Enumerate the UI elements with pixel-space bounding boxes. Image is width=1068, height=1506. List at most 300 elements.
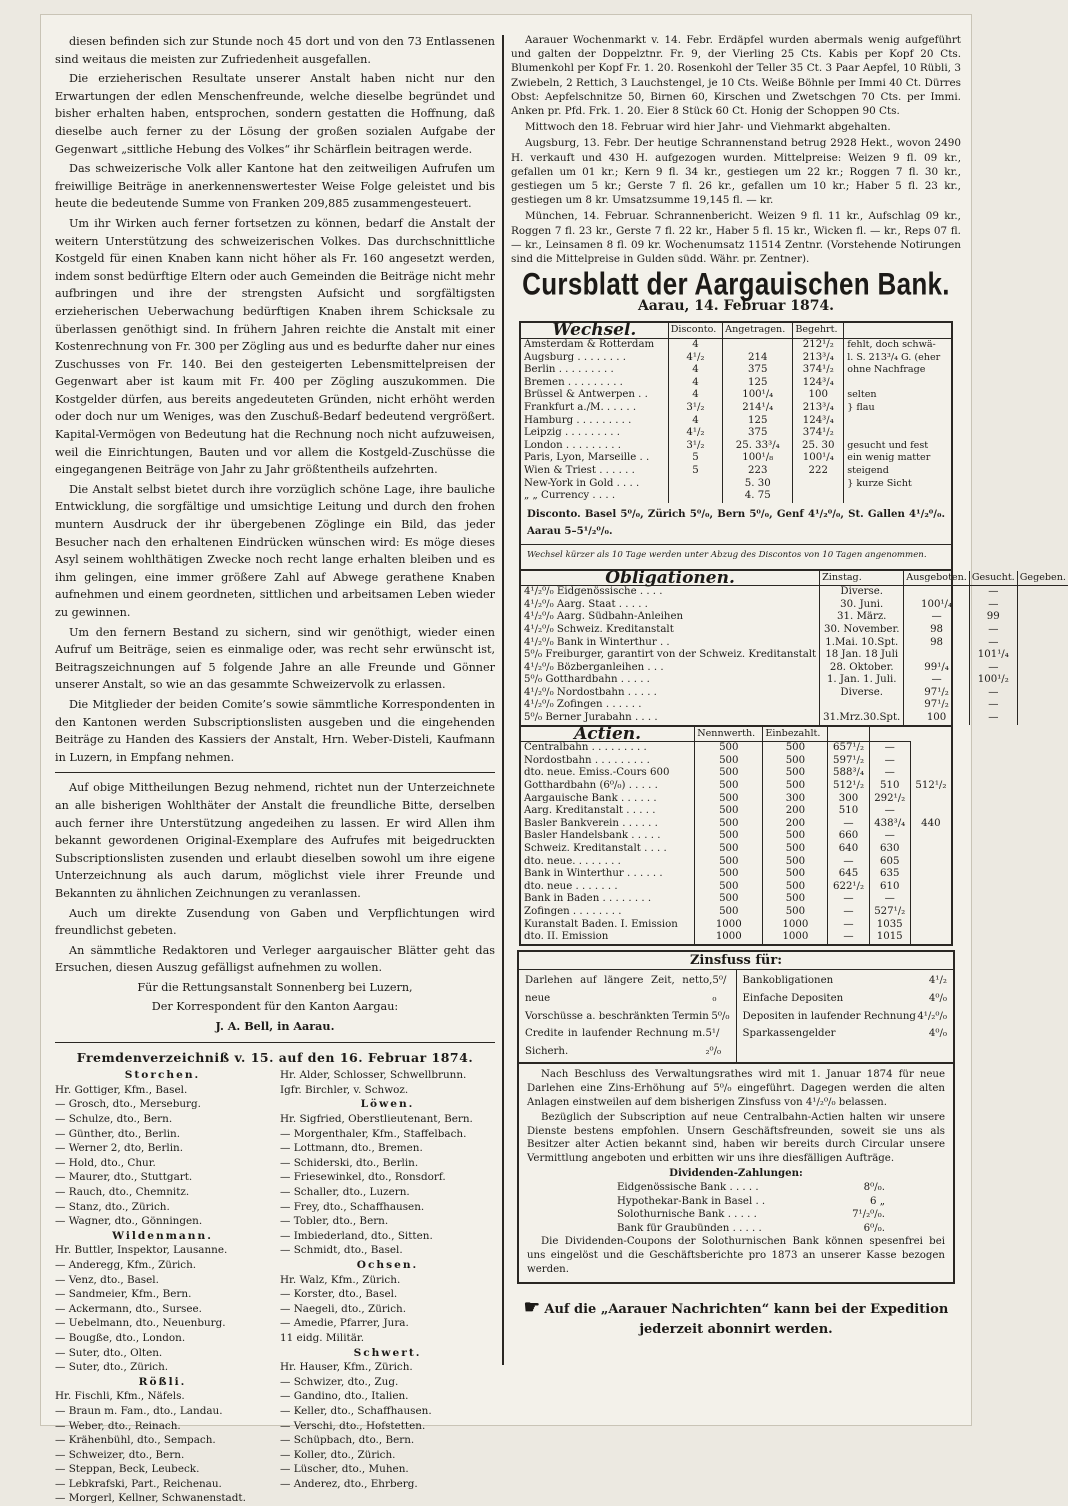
row-label: 4¹/₂⁰/₀ Aarg. Staat . . . . . [524,598,648,610]
table-cell [1017,624,1068,637]
table-cell: ein wenig matter [844,452,951,465]
table-cell: — [869,893,910,906]
row-label: dto. II. Emission [524,931,609,943]
table-cell: 28. Oktober. [820,662,904,675]
table-cell: 510 [828,805,869,818]
table-row [521,662,1068,675]
table-row [521,478,951,491]
zinsfuss-row [525,1025,730,1060]
guest-entry: — Schaller, dto., Luzern. [280,1186,410,1198]
wechsel-note: Wechsel kürzer als 10 Tage werden unter Abzug des Discontos von 10 Tagen angenommen. [521,544,951,569]
wechsel-table [521,320,951,502]
subscription-ad [511,1298,961,1340]
table-cell: 660 [828,830,869,843]
table-cell: 124³/₄ [793,415,844,428]
table-row [521,881,951,894]
table-cell: — [904,674,970,687]
guest-entry: — Suter, dto., Olten. [55,1346,163,1359]
table-cell: 4 [668,389,722,402]
table-cell: 500 [695,818,763,831]
guest-entry: Hr. Gottiger, Kfm., Basel. [55,1083,188,1096]
table-cell: 500 [763,893,828,906]
table-cell: 100 [793,389,844,402]
table-cell: 1.Mai. 10.Spt. [820,637,904,650]
guest-entry: — Lebkrafski, Part., Reichenau. [55,1477,222,1490]
row-label: 4¹/₂⁰/₀ Zofingen . . . . . . [524,699,642,711]
row-label: Aarg. Kreditanstalt . . . . . [524,805,656,817]
row-label: Zofingen . . . . . . . . [524,905,622,917]
dividend-rate: 6⁰/₀. [863,1222,885,1234]
table-row [521,818,951,831]
table-row [521,611,1068,624]
table-cell: fehlt, doch schwä- [844,339,951,352]
guest-entry: — Wagner, dto., Gönningen. [55,1215,203,1228]
table-cell: 214 [723,352,793,365]
guest-entry: — Steppan, Beck, Leubeck. [55,1463,200,1476]
column-header [869,727,910,742]
dividend-list [527,1181,945,1235]
table-row [521,712,1068,725]
zinsfuss-rate: 4⁰/₀ [928,992,947,1004]
table-cell [910,893,951,906]
table-cell: 500 [695,843,763,856]
table-cell: selten [844,389,951,402]
market-reports [511,33,961,266]
table-row [521,440,951,453]
table-cell: 1000 [695,931,763,944]
table-cell: — [828,931,869,944]
table-cell: 597¹/₂ [828,755,869,768]
section-heading: Actien. [521,727,695,742]
row-label: 5⁰/₀ Gotthardbahn . . . . . [524,674,650,686]
table-cell [1017,599,1068,612]
guest-entry: — Ackermann, dto., Sursee. [55,1302,202,1315]
table-cell [1017,649,1068,662]
zinsfuss-label: Einfache Depositen [742,992,844,1004]
table-cell: 292¹/₂ [869,793,910,806]
table-row [521,767,951,780]
table-row [521,364,951,377]
table-cell: 375 [723,364,793,377]
row-label: Kuranstalt Baden. I. Emission [524,918,678,930]
table-cell: — [869,805,910,818]
guest-entry: — Schmidt, dto., Basel. [280,1244,403,1257]
table-cell: 500 [695,856,763,869]
pointing-hand-icon: ☛ [523,1297,540,1319]
table-cell [910,919,951,932]
table-row [521,586,1068,599]
table-cell: 527¹/₂ [869,906,910,919]
row-label: Augsburg . . . . . . . . [524,351,626,363]
table-cell: 1015 [869,931,910,944]
table-cell: 512¹/₂ [910,780,951,793]
dividend-bank: Hypothekar-Bank in Basel . . [617,1195,766,1207]
table-row [521,402,951,415]
table-cell: — [969,712,1017,725]
table-row [521,830,951,843]
table-cell: 25. 30 [793,440,844,453]
table-cell: 3¹/₂ [668,440,722,453]
row-label: Frankfurt a./M. . . . . . [524,402,637,413]
row-label: 4¹/₂⁰/₀ Bank in Winterthur . . [524,636,670,648]
table-cell: 4. 75 [723,490,793,503]
table-cell: 100¹/₈ [723,452,793,465]
row-label: Schweiz. Kreditanstalt . . . . [524,843,667,854]
table-cell [723,339,793,352]
guest-entry: — Morgenthaler, Kfm., Staffelbach. [280,1127,467,1140]
guest-entry: — Uebelmann, dto., Neuenburg. [55,1317,226,1330]
table-cell [844,427,951,440]
guest-list [55,1068,495,1506]
column-header: Nennwerth. [695,727,763,742]
table-cell [844,490,951,503]
guest-entry: 11 eidg. Militär. [280,1331,365,1344]
row-label: Leipzig . . . . . . . . . [524,427,621,439]
guest-entry: Hr. Fischli, Kfm., Näfels. [55,1390,185,1403]
table-cell: 1035 [869,919,910,932]
market-report: Aarauer Wochenmarkt v. 14. Febr. Erdäpfel wurden abermals wenig aufgeführt und galten der Doppelztnr. Fr. 9, der Vierling 25 Cts. Kabis per Kopf 20 Cts. Blumenkohl per Kopf Fr. 1. 20. Rosenkohl der Teller 35 Ct. 3 Paar Aepfel, 10 Rübli, 3 Zwiebeln, 2 Rettich, 3 Lauchstengel, je 10 Cts. Weiße Böhnle per Immi 40 Ct. Dürres Obst: Aepfelschnitze 50, Birnen 60, Kirschen und Zwetschgen 70 Cts. per Immi. Anken pr. Pfd. Frk. 1. 20. Eier 8 Stück 60 Ct. Honig der Schoppen 90 Cts. [511,34,961,118]
table-cell: 300 [763,793,828,806]
zinsfuss-row [743,972,948,990]
table-cell: 500 [763,868,828,881]
row-label: Berlin . . . . . . . . . [524,364,614,376]
guest-entry: — Gandino, dto., Italien. [280,1390,409,1403]
guest-entry: — Anderez, dto., Ehrberg. [280,1477,418,1490]
table-cell [1017,586,1068,599]
guest-entry: Hr. Sigfried, Oberstlieutenant, Bern. [280,1113,473,1126]
table-cell: 124³/₄ [793,377,844,390]
table-cell: 125 [723,415,793,428]
table-cell: — [828,906,869,919]
column-header: Disconto. [668,323,722,338]
guest-entry: — Suter, dto., Zürich. [55,1361,169,1374]
zinsfuss-label: Depositen in laufender Rechnung [742,1010,916,1022]
table-cell: 18 Jan. 18 Juli [820,649,904,662]
table-cell: 214¹/₄ [723,402,793,415]
guest-entry: — Anderegg, Kfm., Zürich. [55,1258,197,1271]
guest-entry: — Maurer, dto., Stuttgart. [55,1171,193,1184]
table-cell [904,586,970,599]
table-cell: — [828,818,869,831]
row-label: dto. neue . . . . . . . [524,880,618,892]
guest-entry: — Werner 2, dto, Berlin. [55,1142,184,1155]
signature-line-2: Der Korrespondent für den Kanton Aargau: [151,1000,399,1014]
article-paragraph: Auf obige Mittheilungen Bezug nehmend, richtet nun der Unterzeichnete an alle bisherigen Wohlthäter der Anstalt die freundliche Bitte, derselben auch ferner ihre Unterstützung angedeihen zu lassen. Er wird Allen ihm bekannt gewordenen Original-Exemplare des Aufrufes mit beigedruckten Subscriptionslisten zusenden und erlaubt dieselben sowohl um ihre eigene Unterzeichnung als auch darum, möglichst viele ihrer Freunde und Bekannten zu ähnlichen Zeichnungen zu veranlassen. [55,781,495,900]
row-label: dto. neue. . . . . . . . [524,855,621,867]
table-cell: 500 [695,893,763,906]
table-cell [793,490,844,503]
article-paragraph: diesen befinden sich zur Stunde noch 45 dort und von den 73 Entlassenen sind weitaus die meisten zur Zufriedenheit ausgefallen. [55,35,495,66]
table-cell: 500 [695,906,763,919]
guest-entry: — Amedie, Pfarrer, Jura. [280,1317,409,1330]
column-header: Angetragen. [723,323,793,338]
table-cell: 500 [695,830,763,843]
table-cell: — [828,856,869,869]
row-label: Basler Bankverein . . . . . . [524,817,658,829]
article-paragraph: Die Anstalt selbst bietet durch ihre vorzüglich schöne Lage, ihre bauliche Entwicklung, die sorgfältige und umsichtige Leitung und durch den frohen muntern Ausdruck der ihr übergebenen Zöglinge ein Bild, das jeder Besucher nach den erhaltenen Eindrücken wünschen wird: Es möge dieses Asyl seinem wohlthätigen Zwecke noch recht lange erhalten bleiben und es ihm gelingen, eine immer größere Zahl auf Abwege gerathene Knaben aufnehmen und einem geordneten, sittlichen und arbeitsamen Leben wieder zu gewinnen. [55,482,495,619]
table-cell: 98 [904,637,970,650]
table-cell: 222 [793,465,844,478]
guest-entry: — Bougße, dto., London. [55,1331,186,1344]
table-cell [1017,662,1068,675]
table-row [521,931,951,944]
table-row [521,906,951,919]
zinsfuss-rate: 5⁰/₀ [711,1010,730,1022]
guest-entry: — Morgerl, Kellner, Schwanenstadt. [55,1492,246,1505]
table-cell: 1000 [695,919,763,932]
row-label: Aargauische Bank . . . . . . [524,792,657,804]
table-cell: — [869,755,910,768]
table-cell: 100 [904,712,970,725]
dividend-rate: 8⁰/₀. [863,1182,885,1194]
table-row [521,490,951,503]
table-cell: — [869,830,910,843]
zinsfuss-rate: 4⁰/₀ [928,1028,947,1040]
table-cell: 374¹/₂ [793,364,844,377]
table-cell: 440 [910,818,951,831]
table-row [521,649,1068,662]
column-header [844,323,951,338]
guest-entry: Hr. Buttler, Inspektor, Lausanne. [55,1244,228,1257]
table-cell: 4 [668,364,722,377]
table-cell: 500 [763,881,828,894]
market-report: Augsburg, 13. Febr. Der heutige Schrannenstand betrug 2928 Hekt., wovon 2490 H. verkauft und 430 H. aufgezogen wurden. Mittelpreise: Weizen 9 fl. 09 kr., gefallen um 01 kr.; Kern 9 fl. 34 kr., gestiegen um 22 kr.; Roggen 7 fl. 30 kr., gestiegen um 5 kr.; Gerste 7 fl. 26 kr., gefallen um 10 kr.; Haber 5 fl. 23 kr., gestiegen um 8 kr. Umsatzsumme 19,145 fl. — kr. [511,137,961,207]
table-cell: steigend [844,465,951,478]
dividend-bank: Solothurnische Bank . . . . . [617,1209,757,1221]
column-header: Begehrt. [793,323,844,338]
table-cell: 588³/₄ [828,767,869,780]
column-header: Gesucht. [969,571,1017,586]
hotel-heading: Löwen. [360,1098,415,1111]
guest-entry: Hr. Alder, Schlosser, Schwellbrunn. [280,1069,467,1082]
row-label: „ „ Currency . . . . [524,490,616,502]
table-cell [910,868,951,881]
row-label: 4¹/₂⁰/₀ Nordostbahn . . . . . [524,686,657,698]
zinsfuss-label: Vorschüsse a. beschränkten Termin [525,1010,709,1022]
appeal-article [55,33,495,766]
table-cell [1017,674,1068,687]
table-cell: 5 [668,452,722,465]
article-paragraph: Die Mitglieder der beiden Comite’s sowie sämmtliche Korrespondenten in den Kantonen werden Subscriptionslisten ausgeben und die eingehenden Beiträge zu Handen des Kassiers der Anstalt, Hrn. Weber-Disteli, Kaufmann in Luzern, in Empfang nehmen. [55,697,495,764]
table-cell: 510 [869,780,910,793]
table-cell: 657¹/₂ [828,742,869,755]
table-cell: 500 [695,793,763,806]
zinsfuss-box [517,950,955,1065]
dividend-row [527,1208,945,1222]
table-cell: 5 [668,465,722,478]
table-cell: 645 [828,868,869,881]
column-header [828,727,869,742]
table-cell: 512¹/₂ [828,780,869,793]
row-label: Amsterdam & Rotterdam [524,339,655,351]
table-cell: 375 [723,427,793,440]
guest-column-2 [280,1068,495,1506]
actien-box [519,723,953,946]
zinsfuss-rate: 4¹/₂⁰/₀ [917,1010,947,1022]
table-cell: 213³/₄ [793,352,844,365]
zinsfuss-title: Zinsfuss für: [519,952,953,971]
table-cell [820,699,904,712]
table-cell: 500 [695,767,763,780]
zinsfuss-left [519,970,737,1062]
table-row [521,687,1068,700]
market-report: München, 14. Februar. Schrannenbericht. Weizen 9 fl. 11 kr., Aufschlag 09 kr., Roggen 7 fl. 23 kr., Gerste 7 fl. 22 kr., Haber 5 fl. 15 kr., Wicken fl. — kr., Reps 07 fl. — kr., Leinsamen 8 fl. 09 kr. Wochenumsatz 11514 Zentnr. (Vorstehende Notirungen sind die Mittelpreise in Gulden südd. Währ. pr. Zentner). [511,210,961,266]
table-cell: 635 [869,868,910,881]
table-cell: 500 [695,780,763,793]
wechsel-box [519,321,953,570]
column-header: Einbezahlt. [763,727,828,742]
table-cell: 640 [828,843,869,856]
column-header: Gegeben. [1017,571,1068,586]
right-column [511,33,1066,1340]
table-cell: ohne Nachfrage [844,364,951,377]
table-cell [668,478,722,491]
table-cell [910,755,951,768]
table-cell [904,649,970,662]
row-label: 4¹/₂⁰/₀ Aarg. Südbahn-Anleihen [524,611,684,623]
table-cell: — [828,893,869,906]
table-cell: 97¹/₂ [904,699,970,712]
dividend-bank: Eidgenössische Bank . . . . . [617,1182,759,1194]
table-cell: — [969,699,1017,712]
table-cell [1017,637,1068,650]
hotel-heading: Schwert. [353,1346,422,1359]
table-cell [910,856,951,869]
table-row [521,843,951,856]
table-row [521,465,951,478]
table-cell [910,881,951,894]
guest-entry: — Stanz, dto., Zürich. [55,1200,170,1213]
table-cell: 630 [869,843,910,856]
newspaper-page [40,14,1066,1505]
table-cell: 500 [763,830,828,843]
table-cell: 4¹/₂ [668,427,722,440]
guest-entry: — Sandmeier, Kfm., Bern. [55,1288,192,1301]
table-cell [910,906,951,919]
zinsfuss-row [525,972,730,1007]
zinsfuss-label: Sparkassengelder [742,1028,836,1040]
table-cell [793,478,844,491]
table-cell: 212¹/₂ [793,339,844,352]
table-cell: 605 [869,856,910,869]
row-label: Nordostbahn . . . . . . . . . [524,754,650,766]
rule [55,1042,495,1043]
bank-date: Aarau, 14. Februar 1874. [637,297,835,314]
dividend-rate: 6 „ [870,1195,885,1207]
row-label: Paris, Lyon, Marseille . . [524,452,650,464]
zinsfuss-rate: 5¹/₂⁰/₀ [705,1028,722,1057]
dividend-title: Dividenden-Zahlungen: [669,1167,803,1180]
table-cell: 213³/₄ [793,402,844,415]
bank-notice [517,1064,955,1284]
table-cell: — [969,624,1017,637]
table-row [521,893,951,906]
row-label: Bremen . . . . . . . . . [524,376,623,388]
guest-entry: Hr. Hauser, Kfm., Zürich. [280,1361,413,1374]
zinsfuss-row [743,1008,948,1026]
rule [55,772,495,773]
table-cell: — [969,599,1017,612]
table-row [521,377,951,390]
table-cell: 223 [723,465,793,478]
guest-entry: — Tobler, dto., Bern. [280,1215,389,1228]
table-cell: 1000 [763,931,828,944]
table-cell: — [869,742,910,755]
table-row [521,599,1068,612]
table-row [521,755,951,768]
column-header: Zinstag. [820,571,904,586]
article-paragraph: Um den fernern Bestand zu sichern, sind wir genöthigt, wieder einen Aufruf um Beiträge, seien es einmalige oder, was recht sehr erwünscht ist, Beitragszeichnungen auf 5 folgende Jahre an alle Freunde und Gönner unserer Anstalt, so wie an das gesammte Schweizervolk zu erlassen. [55,625,495,692]
table-cell: 4 [668,415,722,428]
table-cell: 4 [668,377,722,390]
table-cell: Diverse. [820,586,904,599]
table-cell: 500 [763,856,828,869]
table-cell: 25. 33³/₄ [723,440,793,453]
table-cell: 500 [763,906,828,919]
row-label: Brüssel & Antwerpen . . [524,389,648,401]
table-cell: 622¹/₂ [828,881,869,894]
notice-paragraph: Nach Beschluss des Verwaltungsrathes wird mit 1. Januar 1874 für neue Darlehen eine Zins-Erhöhung auf 5⁰/₀ eingeführt. Dagegen werden die alten Anlagen einstweilen auf dem bisherigen Zinsfuss von 4¹/₂⁰/₀ belassen. [527,1069,945,1108]
obligationen-box [519,567,1066,727]
guest-entry: — Friesewinkel, dto., Ronsdorf. [280,1171,446,1184]
table-cell: 3¹/₂ [668,402,722,415]
table-row [521,805,951,818]
table-cell: 4 [668,339,722,352]
table-cell: 99 [969,611,1017,624]
table-cell: 100¹/₂ [969,674,1017,687]
zinsfuss-row [743,990,948,1008]
table-row [521,624,1068,637]
zinsfuss-label: Darlehen auf längere Zeit, netto, neue [525,975,713,1004]
table-cell: 1000 [763,919,828,932]
zinsfuss-row [525,1008,730,1026]
table-cell: 100¹/₄ [904,599,970,612]
table-cell: 500 [695,755,763,768]
guest-entry: — Rauch, dto., Chemnitz. [55,1186,190,1198]
table-cell [844,377,951,390]
table-row [521,780,951,793]
table-cell [910,830,951,843]
table-cell: 500 [763,780,828,793]
guest-entry: — Schulze, dto., Bern. [55,1113,173,1126]
guest-entry: — Braun m. Fam., dto., Landau. [55,1404,223,1417]
row-label: 5⁰/₀ Berner Jurabahn . . . . [524,712,658,724]
table-row [521,919,951,932]
table-cell: 438³/₄ [869,818,910,831]
table-cell: — [969,687,1017,700]
table-cell: — [969,637,1017,650]
table-row [521,415,951,428]
table-cell: l. S. 213³/₄ G. (eher [844,352,951,365]
row-label: 5⁰/₀ Freiburger, garantirt von der Schweiz. Kreditanstalt [524,649,817,661]
table-row [521,637,1068,650]
table-cell [910,793,951,806]
table-cell: 500 [695,868,763,881]
table-cell: 500 [763,755,828,768]
table-cell: — [969,586,1017,599]
row-label: 4¹/₂⁰/₀ Eidgenössische . . . . [524,586,663,598]
row-label: Gotthardbahn (6⁰/₀) . . . . . [524,780,658,792]
column-divider [502,35,504,1365]
table-cell [910,805,951,818]
table-cell: 200 [763,805,828,818]
disconto-line: Disconto. Basel 5⁰/₀, Zürich 5⁰/₀, Bern 5⁰/₀, Genf 4¹/₂⁰/₀, St. Gallen 4¹/₂⁰/₀. Aarau 5–5¹/₂⁰/₀. [527,507,945,538]
table-cell: gesucht und fest [844,440,951,453]
table-row [521,868,951,881]
hotel-heading: Storchen. [124,1069,201,1082]
table-cell: 1. Jan. 1. Juli. [820,674,904,687]
table-row [521,674,1068,687]
